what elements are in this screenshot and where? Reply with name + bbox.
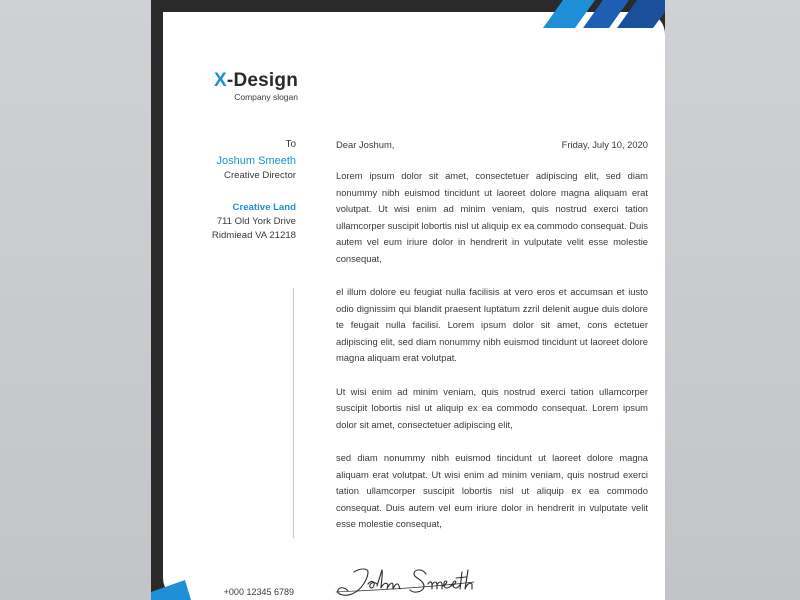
header-stripes-graphic (543, 0, 665, 28)
letter-date: Friday, July 10, 2020 (561, 139, 648, 150)
recipient-address-line-1: 711 Old York Drive (216, 216, 296, 227)
letter-body (336, 137, 648, 550)
company-slogan: Company slogan (234, 92, 298, 102)
recipient-address-line-2: Ridmiead VA 21218 (211, 230, 296, 241)
handwritten-signature (334, 562, 479, 598)
recipient-to-label: To (285, 139, 296, 150)
letter-paragraph-2: el illum dolore eu feugiat nulla facilisis at vero eros et accumsan et iusto odio dignissim qui blandit praesent luptatum zzril delenit augue duis dolore te feugait nulla facilisi. Lorem ipsum dolor sit amet, cons ectetuer adipiscing elit, sed diam nonummy nibh euismod tincidunt ut laoreet dolore magna aliquam erat volutpat. (336, 286, 648, 363)
footer-corner-graphic (151, 574, 191, 600)
recipient-role: Creative Director (224, 170, 296, 181)
logo-title-x: X (214, 70, 227, 91)
letter-paragraph-1: Lorem ipsum dolor sit amet, consectetuer adipiscing elit, sed diam nonummy nibh euismod tincidunt ut laoreet dolore magna aliquam erat volutpat. Ut wisi enim ad minim veniam, quis nostrud exerci tation ullamcorper suscipit lobortis nisl ut aliquip ex ea commodo consequat. Duis autem vel eum iriure dolor in hendrerit in vulputate velit esse molestie consequat, (336, 170, 648, 264)
letter-paragraph-3: Ut wisi enim ad minim veniam, quis nostrud exerci tation ullamcorper suscipit lobortis nisl ut aliquip ex ea commodo consequat. Lorem ipsum dolor sit amet, consectetuer adipiscing elit, (336, 385, 648, 430)
letter-paragraph-4: sed diam nonummy nibh euismod tincidunt ut laoreet dolore magna aliquam erat volutpat. Ut wisi enim ad minim veniam, quis nostrud exerci tation ullamcorper suscipit lobortis nisl ut aliquip ex ea commodo consequat. Duis autem vel eum iriure dolor in hendrerit in vulputate velit esse molestie consequat, (336, 452, 648, 529)
footer-phone: +000 12345 6789 (223, 587, 294, 597)
letter-greeting: Dear Joshum, (336, 139, 395, 150)
recipient-name: Joshum Smeeth (216, 155, 296, 167)
logo-title (58, 70, 298, 92)
company-logo (58, 70, 298, 102)
column-divider (293, 288, 294, 538)
corner-stripe (151, 580, 191, 600)
letter-header (336, 137, 648, 153)
logo-title-rest: -Design (226, 70, 298, 91)
recipient-company: Creative Land (232, 202, 296, 213)
recipient-block (60, 138, 296, 243)
